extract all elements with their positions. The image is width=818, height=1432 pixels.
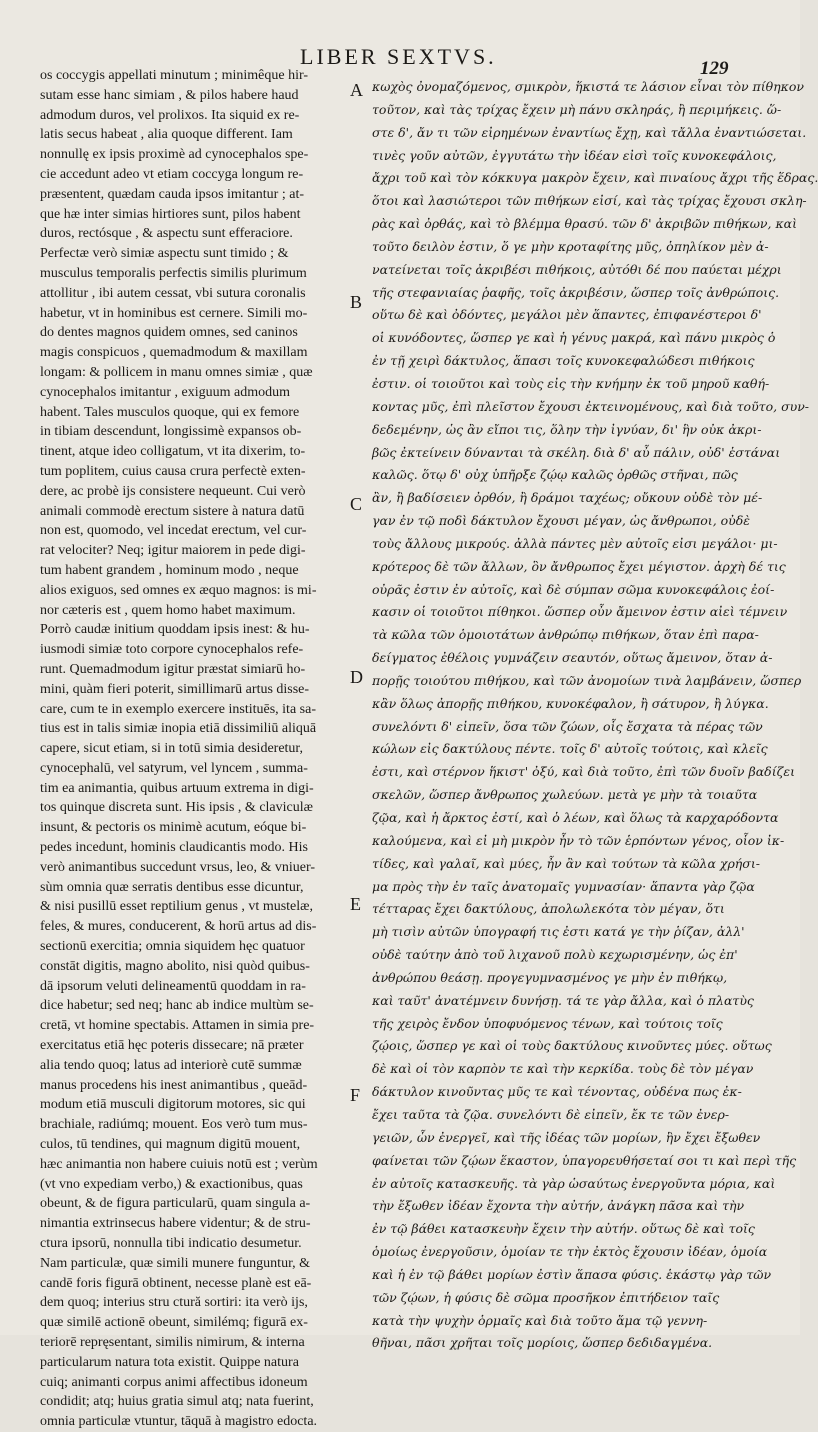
greek-text-line: τῶν ζῴων, ἡ φύσις δὲ σῶμα προσῆκον ἐπιτήδειον ταῖς [372, 1289, 720, 1305]
latin-text-line: Nam particulæ, quæ simili munere funguntur, & [40, 1255, 311, 1271]
latin-text-line: nonnullę ex ipsis proximè ad cynocephalos spe- [40, 147, 309, 163]
greek-text-line: νατείνεται τοῖς ἀκριβέσι πιθήκοις, αὐτόθι δέ που παύεται μέχρι [372, 261, 782, 277]
latin-text-line: præsentent, quædam cauda ipsos imitantur ; at- [40, 186, 305, 202]
latin-text-line: dere, ac probè ijs consistere nequeunt. Cui verò [40, 483, 306, 499]
greek-text-line: ἐν αὐτοῖς κατασκευῆς. τὰ γὰρ ὡσαύτως ἐνεργοῦντα μόρια, καὶ [372, 1175, 776, 1191]
latin-text-line: tum habent grandem , hominum modo , neque [40, 562, 299, 578]
greek-text-line: κοντας μῦς, ἐπὶ πλεῖστον ἔχουσι ἐκτεινομένους, καὶ διὰ τοῦτο, συν- [372, 398, 810, 414]
greek-text-line: ζῷα, καὶ ἡ ἄρκτος ἐστί, καὶ ὁ λέων, καὶ ὅλως τὰ καρχαρόδοντα [372, 810, 779, 825]
greek-text-line: ζῴοις, ὥσπερ γε καὶ οἱ τοὺς δακτύλους κινοῦντες μύες. οὕτως [372, 1038, 772, 1054]
latin-text-line: alia tendo quoq; latus ad interiorè cutē summæ [40, 1057, 302, 1073]
latin-text-line: magis conspicuos , quemadmodum & maxillam [40, 345, 308, 361]
greek-text-line: τοῦτον, καὶ τὰς τρίχας ἔχειν μὴ πάνυ σκληράς, ἢ περιμήκεις. ὥ- [372, 101, 782, 117]
latin-text-line: cie accedunt adeo vt etiam coccyga longum re- [40, 166, 304, 182]
greek-text-line: ἔχει ταῦτα τὰ ζῷα. συνελόντι δὲ εἰπεῖν, ἔκ τε τῶν ἐνερ- [372, 1106, 730, 1122]
greek-text-line: στε δ', ἄν τι τῶν εἰρημένων ἐναντίως ἔχῃ, καὶ τἄλλα ἐναντιώσεται. [372, 124, 807, 140]
latin-text-line: feles, & mures, conducerent, & horū artus ad dis- [40, 919, 317, 935]
greek-text-line: δάκτυλον κινοῦντας μῦς τε καὶ τένοντας, οὐδένα πως ἐκ- [372, 1084, 742, 1100]
section-marker-b: B [350, 292, 363, 312]
greek-text-line: κασιν οἱ τοιοῦτοι πίθηκοι. ὥσπερ οὖν ἄμεινον ἐστιν αἰεὶ τέμνειν [372, 604, 788, 620]
latin-text-line: tius est in talis simiæ inopia etiā dissimiliū aliquā [40, 721, 317, 737]
greek-text-line: κατὰ τὴν ψυχὴν ὁρμαῖς καὶ διὰ τοῦτο ἅμα τῷ γεννη- [372, 1312, 708, 1328]
greek-text-line: δὲ καὶ οἱ τὸν καρπὸν τε καὶ τὴν κερκίδα. τοὺς δὲ τὸν μέγαν [372, 1061, 754, 1077]
greek-text-line: δείγματος ἐθέλοις γυμνάζειν σεαυτόν, οὕτως ἄμεινον, ὅταν ἀ- [372, 650, 773, 666]
latin-text-line: particularum natura tota existit. Quippe natura [40, 1354, 299, 1370]
latin-text-line: attollitur , ibi autem cessat, vbi sutura coronalis [40, 285, 306, 301]
latin-text-line: & nisi pusillū esset reptilium genus , vt mustelæ, [40, 899, 313, 915]
greek-text-line: ὅτοι καὶ λασιώτεροι τῶν πιθήκων εἰσί, καὶ τὰς τρίχας ἔχουσι σκλη- [372, 193, 807, 209]
latin-text-line: condidit; atq; huius gratia simul atq; nata fuerint, [40, 1394, 314, 1410]
latin-text-line: ctura ipsorū, nonnulla tibi indicatio desumetur. [40, 1236, 302, 1252]
section-marker-f: F [350, 1085, 361, 1105]
latin-text-line: dice habetur; sed neq; hanc ab indice multùm se- [40, 998, 314, 1014]
latin-text-line: hæc animantia non habere cuiuis notū est ; verùm [40, 1156, 318, 1172]
greek-text-line: καὶ ἡ ἐν τῷ βάθει μορίων ἐστὶν ἅπασα φύσις. ἑκάστῳ γὰρ τῶν [372, 1266, 772, 1282]
greek-text-line: καὶ ταῦτ' ἀνατέμνειν δυνήσῃ. τά τε γὰρ ἄλλα, καὶ ὁ πλατὺς [372, 992, 754, 1008]
greek-text-line: τέτταρας ἔχει δακτύλους, ἀπολωλεκότα τὸν μέγαν, ὅτι [372, 901, 725, 917]
greek-text-line: καλῶς. ὅτῳ δ' οὐχ ὑπῆρξε ζῴῳ καλῶς ὀρθῶς στῆναι, πῶς [372, 467, 738, 483]
latin-text-line: sectionū exercitia; omnia siquidem hęc quatuor [40, 939, 305, 955]
latin-text-line: duros, rectósque , & aspectu sunt efferaciore. [40, 226, 293, 242]
greek-text-line: κρότερος δὲ τῶν ἄλλων, ὃν ἄνθρωπος ἔχει μέγιστον. ἀρχὴ δέ τις [372, 558, 786, 574]
greek-text-line: οἱ κυνόδοντες, ὥσπερ γε καὶ ἡ γένυς μακρά, καὶ πάνυ μικρὸς ὁ [372, 330, 776, 346]
greek-text-line: ἂν, ἢ βαδίσειεν ὀρθόν, ἢ δράμοι ταχέως; οὔκουν οὐδὲ τὸν μέ- [372, 490, 763, 506]
latin-text-line: musculus temporalis perfectis similis plurimum [40, 265, 307, 281]
greek-text-line: γαν ἐν τῷ ποδὶ δάκτυλον ἔχουσι μέγαν, ὡς ἄνθρωποι, οὐδὲ [372, 513, 751, 529]
greek-text-line: ἐν τῷ βάθει κατασκευὴν ἔχειν τὴν αὐτήν. οὕτως δὲ καὶ τοῖς [372, 1221, 755, 1237]
greek-text-line: τῆς στεφανιαίας ῥαφῆς, τοῖς ἀκριβέσιν, ὥσπερ τοῖς ἀνθρώποις. [372, 284, 780, 300]
bleed-through-text [140, 40, 165, 66]
latin-text-line: non est, quomodo, vel incedat erectum, vel cur- [40, 523, 307, 539]
latin-text-line: cynocephalos imitantur , exiguum admodum [40, 384, 291, 400]
section-marker-a: A [350, 80, 363, 100]
latin-text-line: sùm omnia quæ serratis dentibus esse dicuntur, [40, 879, 304, 895]
latin-text-line: tum poplitem, cuius causa crura perfectè exten- [40, 463, 306, 479]
greek-text-line: οὕτω δὲ καὶ ὀδόντες, μεγάλοι μὲν ἅπαντες, ἐπιφανέστεροι δ' [372, 307, 762, 323]
latin-text-line: iusmodi simiæ toto corpore cynocephalos refe- [40, 642, 304, 658]
latin-text-line: (vt vno expediam verbo,) & exactionibus, quas [40, 1176, 303, 1192]
greek-text-line: θῆναι, πᾶσι χρῆται τοῖς μορίοις, ὥσπερ δεδιδαγμένα. [372, 1335, 713, 1351]
latin-text-line: culos, tū tendines, qui magnum digitū mouent, [40, 1137, 301, 1153]
greek-text-line: ἀνθρώπου θεάσῃ. προγεγυμνασμένος γε μὴν ἐν πιθήκῳ, [372, 969, 728, 985]
latin-text-line: manus procedens his inest animantibus , queād- [40, 1077, 308, 1093]
greek-text-line: ἄχρι τοῦ καὶ τὸν κόκκυγα μακρὸν ἔχειν, καὶ πιναίους ἄχρι τῆς ἕδρας. [372, 170, 818, 186]
greek-text-line: τοῦτο δειλὸν ἐστιν, ὅ γε μὴν κροταφίτης μῦς, ὁπηλίκον μὲν ἀ- [372, 238, 769, 254]
page-title: LIBER SEXTVS. [300, 44, 497, 69]
latin-text-line: cuiq; animanti corpus animi affectibus idoneum [40, 1374, 308, 1390]
latin-text-line: Porrò caudæ initium quoddam ipsis inest: & hu- [40, 622, 310, 638]
greek-text-line: ἐστι, καὶ στέρνον ἥκιστ' ὀξύ, καὶ διὰ τοῦτο, ἐπὶ τῶν δυοῖν βαδίζει [372, 764, 795, 780]
greek-text-line: κώλων εἰς δακτύλους πέντε. τοῖς δ' αὐτοῖς τούτοις, καὶ κλεῖς [372, 741, 768, 757]
greek-text-line: οὐρᾶς ἐστιν ἐν αὐτοῖς, καὶ δὲ σύμπαν σῶμα κυνοκεφάλοις ἐοί- [372, 581, 775, 597]
latin-text-line: cynocephalū, vel satyrum, vel lyncem , summa- [40, 760, 308, 776]
greek-text-line: δεδεμένην, ὡς ἂν εἴποι τις, ὅλην τὴν ἰγνύαν, δι' ἣν οὐκ ἀκρι- [372, 421, 762, 437]
latin-text-line: tinent, atque ideo colligatum, vt ita dixerim, to- [40, 444, 306, 460]
greek-text-line: φαίνεται τῶν ζῴων ἕκαστον, ὑπαγορευθήσεταί σοι τι καὶ περὶ τῆς [372, 1152, 797, 1168]
latin-text-line: sutam esse hanc simiam , & pilos habere haud [40, 87, 299, 103]
greek-text-line: ἐν τῇ χειρὶ δάκτυλος, ἅπασι τοῖς κυνοκεφαλώδεσι πιθήκοις [372, 353, 755, 369]
greek-text-line: ρὰς καὶ ὀρθάς, καὶ τὸ βλέμμα θρασύ. τῶν δ' ἀκριβῶν πιθήκων, καὶ [372, 216, 798, 232]
latin-text-line: insunt, & pectoris os minimè acutum, eóque bi- [40, 820, 307, 836]
latin-text-line: alios exiguos, sed omnes ex æquo magnos: is mi- [40, 582, 317, 598]
latin-text-line: longam: & pollicem in manu omnes simiæ , quæ [40, 364, 313, 380]
greek-column [372, 76, 818, 1355]
latin-text-line: dā ipsorum veluti delineamentū quoddam in ra- [40, 978, 306, 994]
page-number: 129 [700, 58, 729, 79]
latin-column [40, 66, 350, 1432]
greek-text-line: συνελόντι δ' εἰπεῖν, ὅσα τῶν ζώων, οἷς ἔσχατα τὰ πέρας τῶν [372, 718, 763, 734]
greek-text-line: τίδες, καὶ γαλαῖ, καὶ μύες, ἦν ἂν καὶ τούτων τὰ κῶλα χρήσι- [372, 855, 760, 871]
latin-text-line: quæ similē actionē obeunt, similémq; figurā ex- [40, 1315, 308, 1331]
greek-text-line: τῆς χειρὸς ἔνδον ὑποφυόμενος τένων, καὶ τούτοις τοῖς [372, 1015, 723, 1031]
greek-text-line: οὐδὲ ταύτην ἀπὸ τοῦ λιχανοῦ πολὺ κεχωρισμένην, ὡς ἐπ' [372, 947, 738, 963]
latin-text-line: modum etiā musculi digitorum motores, sic qui [40, 1097, 306, 1113]
greek-text-line: κἂν ὅλως ἀπορῇς πιθήκου, κυνοκέφαλον, ἢ σάτυρον, ἢ λύγκα. [372, 695, 769, 711]
greek-text-line: κωχὸς ὀνομαζόμενος, σμικρὸν, ἥκιστά τε λάσιον εἶναι τὸν πίθηκον [372, 79, 804, 94]
latin-text-line: care, cum te in exemplo exercere instituēs, ita sa- [40, 701, 316, 717]
latin-text-line: nimantia extrinsecus habere videntur; & de stru- [40, 1216, 311, 1232]
greek-text-line: γειῶν, ὧν ἐνεργεῖ, καὶ τῆς ἰδέας τῶν μορίων, ἣν ἔχει ἔξωθεν [372, 1129, 761, 1145]
latin-text-line: nor cæteris est , quem homo habet maximum. [40, 602, 296, 618]
latin-text-line: capere, sicut etiam, si in totū simia desideretur, [40, 741, 304, 757]
latin-text-line: Perfectæ verò simiæ aspectu sunt timido ; & [40, 246, 289, 262]
latin-text-line: constāt digitis, magno abolito, nisi quòd quibus- [40, 958, 310, 974]
latin-text-line: brachiale, radiúmq; mouent. Eos verò tum mus- [40, 1117, 308, 1133]
latin-text-line: mini, quàm fieri poterit, simillimarū artus disse- [40, 681, 310, 697]
latin-text-line: tos quinque discreta sunt. His ipsis , & claviculæ [40, 800, 313, 816]
greek-text-line: τοὺς ἄλλους μικρούς. ἀλλὰ πάντες μὲν αὐτοῖς εἰσι μεγάλοι· μι- [372, 535, 778, 551]
greek-text-line: τὴν ἔξωθεν ἰδέαν ἔχοντα τὴν αὐτήν, ἀνάγκη πᾶσα καὶ τὴν [372, 1198, 745, 1214]
latin-text-line: teriorē repręsentant, similis nimirum, & interna [40, 1335, 305, 1350]
greek-text-line: ἐστιν. οἱ τοιοῦτοι καὶ τοὺς εἰς τὴν κνήμην ἐκ τοῦ μηροῦ καθή- [372, 375, 770, 391]
greek-text-line: τινὲς γοῦν αὐτῶν, ἐγγυτάτω τὴν ἰδέαν εἰσὶ τοῖς κυνοκεφάλοις, [372, 147, 777, 163]
latin-text-line: habetur, vt in hominibus est cernere. Simili mo- [40, 305, 308, 321]
latin-text-line: pedes incedunt, hominis claudicantis modo. His [40, 840, 308, 856]
latin-text-line: tim ea animantia, quibus artuum extrema in digi- [40, 780, 314, 796]
latin-text-line: exercitatus etiā hęc poteris dissecare; nā præter [40, 1038, 304, 1054]
latin-text-line: admodum duros, vel prolixos. Ita siquid ex re- [40, 107, 300, 123]
latin-text-line: cretā, vt homine spectabis. Attamen in simia pre- [40, 1018, 315, 1034]
latin-text-line: obeunt, & de figura particularū, quam singula a- [40, 1196, 311, 1212]
latin-text-line: verò animantibus succedunt vrsus, leo, & vniuer- [40, 859, 315, 875]
greek-text-line: ὁμοίως ἐνεργοῦσιν, ὁμοίαν τε τὴν ἐκτὸς ἔχουσιν ἰδέαν, ὁμοία [372, 1244, 768, 1260]
greek-text-line: τὰ κῶλα τῶν ὁμοιοτάτων ἀνθρώπῳ πιθήκων, ὅταν ἐπὶ παρα- [372, 627, 759, 643]
greek-text-line: μὴ τισὶν αὐτῶν ὑπογραφή τις ἐστι κατά γε τὴν ῥίζαν, ἀλλ' [372, 924, 745, 940]
greek-text-line: μα πρὸς τὴν ἐν ταῖς ἀνατομαῖς γυμνασίαν· ἅπαντα γὰρ ζῷα [372, 878, 755, 894]
latin-text-line: que hæ inter simias hirtiores sunt, pilos habent [40, 206, 301, 222]
greek-text-line: σκελῶν, ὥσπερ ἄνθρωπος χωλεύων. μετὰ γε μὴν τὰ τοιαῦτα [372, 787, 758, 803]
latin-text-line: runt. Quemadmodum igitur præstat simiarū ho- [40, 661, 306, 677]
latin-text-line: do dentes magnos quidem omnes, sed caninos [40, 325, 298, 341]
latin-text-line: habent. Tales musculos quoque, qui ex femore [40, 404, 300, 420]
greek-text-line: πορῇς τοιούτου πιθήκου, καὶ τῶν ἀνομοίων τινὰ λαμβάνειν, ὥσπερ [372, 672, 802, 688]
section-marker-d: D [350, 667, 363, 687]
latin-text-line: candē foris figurā obtinent, necesse planè est eā- [40, 1275, 312, 1291]
latin-text-line: in tibiam descendunt, longissimè expansos ob- [40, 424, 302, 440]
greek-text-line: βῶς ἐκτείνειν δύνανται τὰ σκέλη. διὰ δ' αὖ πάλιν, οὐδ' ἑστάναι [372, 444, 781, 460]
latin-text-line: latis secus habeat , alia quoque different. Iam [40, 127, 293, 143]
latin-text-line: dem quoq; interius stru ctură sortiri: ita verò ijs, [40, 1295, 308, 1311]
greek-text-line: καλούμενα, καὶ εἰ μὴ μικρὸν ἦν τὸ τῶν ἑρπόντων γένος, οἷον ἰκ- [372, 832, 785, 848]
section-marker-c: C [350, 494, 363, 514]
latin-text-line: os coccygis appellati minutum ; minimêque hir- [40, 68, 308, 83]
latin-text-line: animali commodè erectum sistere à natura datū [40, 503, 305, 519]
section-marker-e: E [350, 894, 361, 914]
latin-text-line: rat velociter? Neq; igitur maiorem in pede digi- [40, 543, 306, 559]
latin-text-line: omnia particulæ vtuntur, tāquā à magistro edocta. [40, 1414, 318, 1430]
